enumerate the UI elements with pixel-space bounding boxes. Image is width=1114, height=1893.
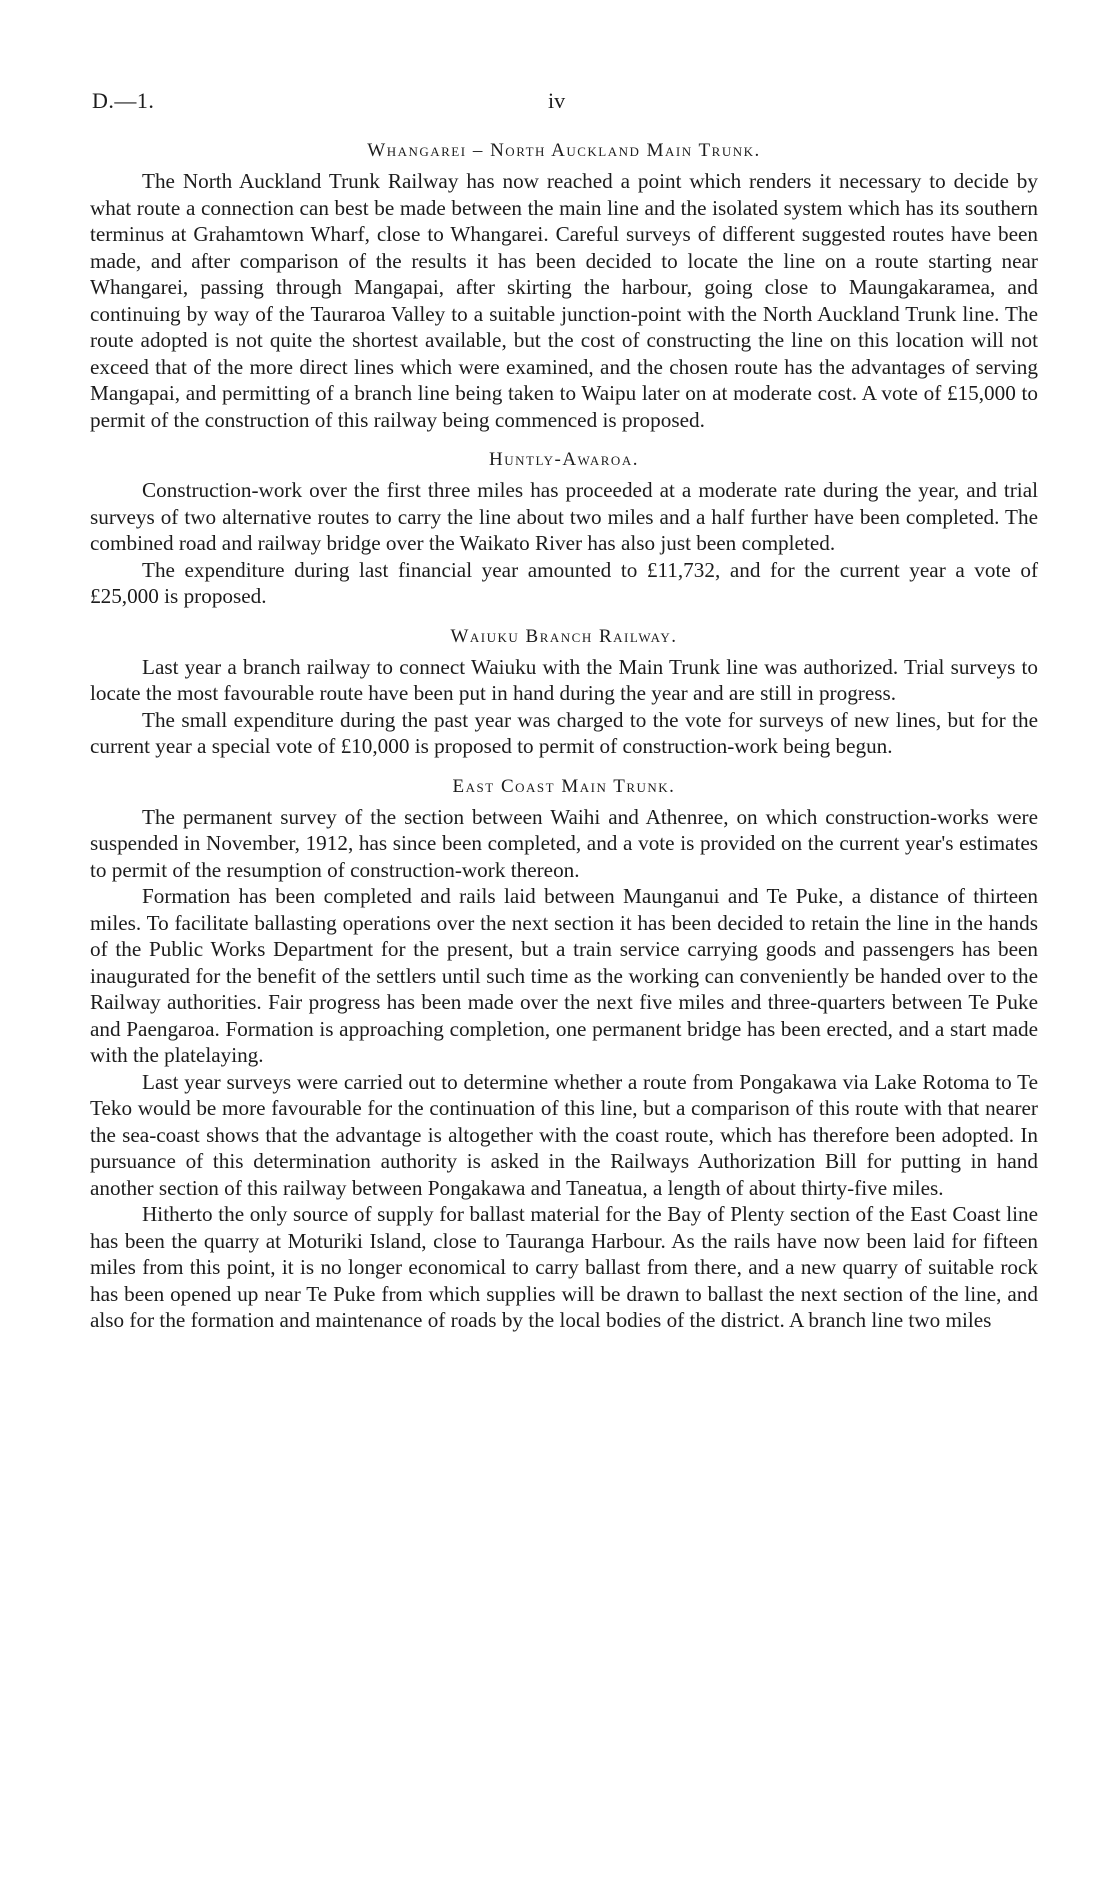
section-east-coast-main-trunk xyxy=(90,776,1038,1334)
section-heading: Huntly-Awaroa. xyxy=(489,449,639,470)
paragraph: Last year a branch railway to connect Waiuku with the Main Trunk line was authorized. Trial surveys to locate the most favourable route have been put in hand during the year and are still in progress. xyxy=(90,654,1038,705)
section-huntly-awaroa xyxy=(90,449,1038,610)
page-number: iv xyxy=(548,88,566,113)
section-heading: Waiuku Branch Railway. xyxy=(450,625,678,647)
section-waiuku-branch-railway xyxy=(90,626,1038,760)
document-reference: D.—1. xyxy=(92,88,155,113)
paragraph: The permanent survey of the section between Waihi and Athenree, on which construction-works were suspended in November, 1912, has since been completed, and a vote is provided on the current year's estimates to permit of the resumption of construction-work thereon. xyxy=(90,804,1038,882)
paragraph: Construction-work over the first three miles has proceeded at a moderate rate during the year, and trial surveys of two alternative routes to carry the line about two miles and a half further have been completed. The combined road and railway bridge over the Waikato River has also just been completed. xyxy=(90,478,1038,555)
paragraph: Last year surveys were carried out to determine whether a route from Pongakawa via Lake Rotoma to Te Teko would be more favourable for the continuation of this line, but a comparison of this route with that nearer the sea-coast shows that the advantage is altogether with the coast route, which has therefore been adopted. In pursuance of this determination authority is asked in the Railways Authorization Bill for putting in hand another section of this railway between Pongakawa and Taneatua, a length of about thirty-five miles. xyxy=(90,1069,1038,1200)
paragraph: The small expenditure during the past year was charged to the vote for surveys of new lines, but for the current year a special vote of £10,000 is proposed to permit of construction-work being begun. xyxy=(90,707,1038,758)
section-heading: East Coast Main Trunk. xyxy=(452,775,676,797)
paragraph: The North Auckland Trunk Railway has now reached a point which renders it necessary to decide by what route a connection can best be made between the main line and the isolated system which has its southern terminus at Grahamtown Wharf, close to Whangarei. Careful surveys of different suggested routes have been made, and after comparison of the results it has been decided to locate the line on a route starting near Whangarei, passing through Mangapai, after skirting the harbour, going close to Maungakaramea, and continuing by way of the Tauraroa Valley to a suitable junction-point with the North Auckland Trunk line. The route adopted is not quite the shortest available, but the cost of constructing the line on this location will not exceed that of the more direct lines which were examined, and the chosen route has the advantages of serving Mangapai, and permitting of a branch line being taken to Waipu later on at moderate cost. A vote of £15,000 to permit of the construction of this railway being commenced is proposed. xyxy=(90,169,1038,432)
section-whangarei-north-auckland xyxy=(90,140,1038,433)
section-heading: Whangarei – North Auckland Main Trunk. xyxy=(367,140,761,161)
document-page xyxy=(90,88,1038,1334)
paragraph: The expenditure during last financial year amounted to £11,732, and for the current year a vote of £25,000 is proposed. xyxy=(90,557,1038,608)
paragraph: Formation has been completed and rails laid between Maunganui and Te Puke, a distance of thirteen miles. To facilitate ballasting operations over the next section it has been decided to retain the line in the hands of the Public Works Department for the present, but a train service carrying goods and passengers has been inaugurated for the benefit of the settlers until such time as the working can conveniently be handed over to the Railway authorities. Fair progress has been made over the next five miles and three-quarters between Te Puke and Paengaroa. Formation is approaching completion, one permanent bridge has been erected, and a start made with the platelaying. xyxy=(90,884,1038,1067)
paragraph: Hitherto the only source of supply for ballast material for the Bay of Plenty section of the East Coast line has been the quarry at Moturiki Island, close to Tauranga Harbour. As the rails have now been laid for fifteen miles from this point, it is no longer economical to carry ballast from there, and a new quarry of suitable rock has been opened up near Te Puke from which supplies will be drawn to ballast the next section of the line, and also for the formation and maintenance of roads by the local bodies of the district. A branch line two miles xyxy=(90,1202,1038,1332)
page-header xyxy=(90,88,1038,122)
